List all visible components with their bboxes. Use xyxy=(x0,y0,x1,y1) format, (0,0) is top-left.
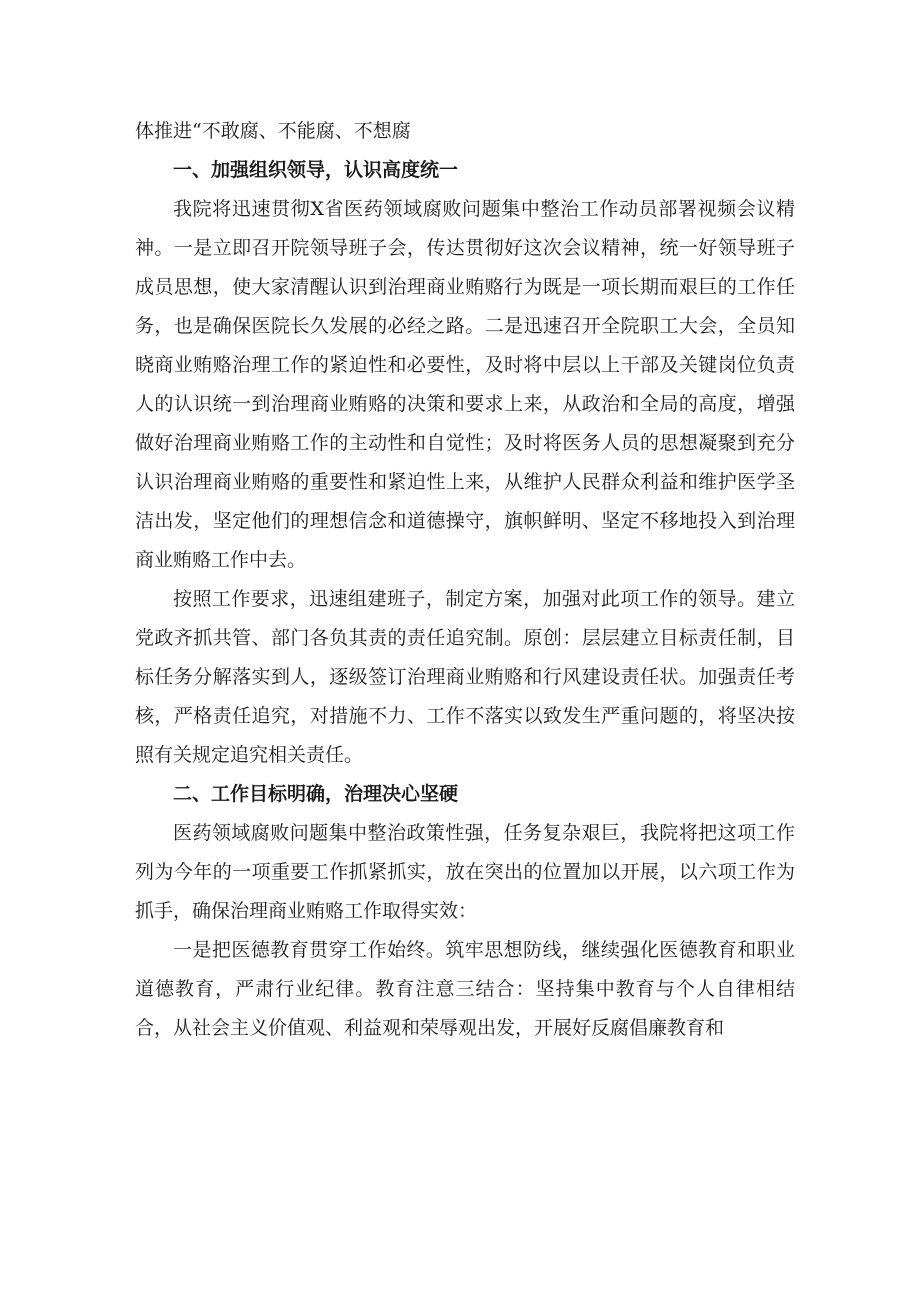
paragraph-2: 按照工作要求，迅速组建班子，制定方案，加强对此项工作的领导。建立党政齐抓共管、部门各负其责的责任追究制。原创：层层建立目标责任制，目标任务分解落实到人，逐级签订治理商业贿赂和行风建设责任状。加强责任考核，严格责任追究，对措施不力、工作不落实以致发生严重问题的，将坚决按照有关规定追究相关责任。 xyxy=(135,588,795,766)
document-body xyxy=(135,112,795,1048)
paragraph-3: 医药领域腐败问题集中整治政策性强，任务复杂艰巨，我院将把这项工作列为今年的一项重要工作抓紧抓实，放在突出的位置加以开展，以六项工作为抓手，确保治理商业贿赂工作取得实效： xyxy=(135,822,795,922)
paragraph-1: 我院将迅速贯彻X省医药领域腐败问题集中整治工作动员部署视频会议精神。一是立即召开院领导班子会，传达贯彻好这次会议精神，统一好领导班子成员思想，使大家清醒认识到治理商业贿赂行为既是一项长期而艰巨的工作任务，也是确保医院长久发展的必经之路。二是迅速召开全院职工大会，全员知晓商业贿赂治理工作的紧迫性和必要性，及时将中层以上干部及关键岗位负责人的认识统一到治理商业贿赂的决策和要求上来，从政治和全局的高度，增强做好治理商业贿赂工作的主动性和自觉性；及时将医务人员的思想凝聚到充分认识治理商业贿赂的重要性和紧迫性上来，从维护人民群众利益和维护医学圣洁出发，坚定他们的理想信念和道德操守，旗帜鲜明、坚定不移地投入到治理商业贿赂工作中去。 xyxy=(135,198,795,571)
section-heading-2: 二、工作目标明确，治理决心坚硬 xyxy=(173,783,459,805)
continued-line: 体推进“不敢腐、不能腐、不想腐 xyxy=(135,120,411,142)
paragraph-4: 一是把医德教育贯穿工作始终。筑牢思想防线，继续强化医德教育和职业道德教育，严肃行业纪律。教育注意三结合：坚持集中教育与个人自律相结合，从社会主义价值观、利益观和荣辱观出发，开展好反腐倡廉教育和 xyxy=(135,939,795,1039)
section-heading-1: 一、加强组织领导，认识高度统一 xyxy=(173,159,459,181)
